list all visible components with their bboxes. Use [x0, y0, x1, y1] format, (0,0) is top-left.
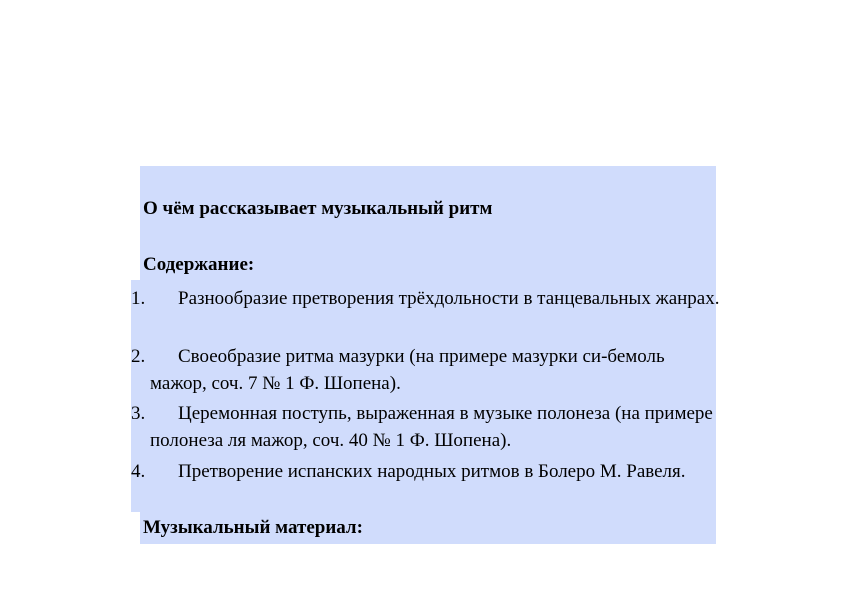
list-item-text: Разнообразие претворения трёхдольности в танцевальных жанрах.	[178, 288, 720, 309]
list-item-number: 1.	[131, 288, 146, 309]
list-item	[131, 458, 721, 485]
list-item	[131, 285, 721, 312]
material-heading: Музыкальный материал:	[143, 517, 363, 538]
list-item-number: 4.	[131, 461, 146, 482]
document-title: О чём рассказывает музыкальный ритм	[143, 198, 493, 219]
list-item-text: Церемонная поступь, выраженная в музыке полонеза (на примере полонеза ля мажор, соч. 40 № 1 Ф. Шопена).	[150, 403, 713, 451]
contents-heading: Содержание:	[143, 254, 255, 275]
list-item	[131, 343, 721, 397]
list-item-number: 3.	[131, 403, 146, 424]
list-item-text: Претворение испанских народных ритмов в Болеро М. Равеля.	[178, 461, 686, 482]
list-item-number: 2.	[131, 346, 146, 367]
list-item	[131, 400, 721, 454]
list-item-text: Своеобразие ритма мазурки (на примере мазурки си-бемоль мажор, соч. 7 № 1 Ф. Шопена).	[150, 346, 665, 394]
